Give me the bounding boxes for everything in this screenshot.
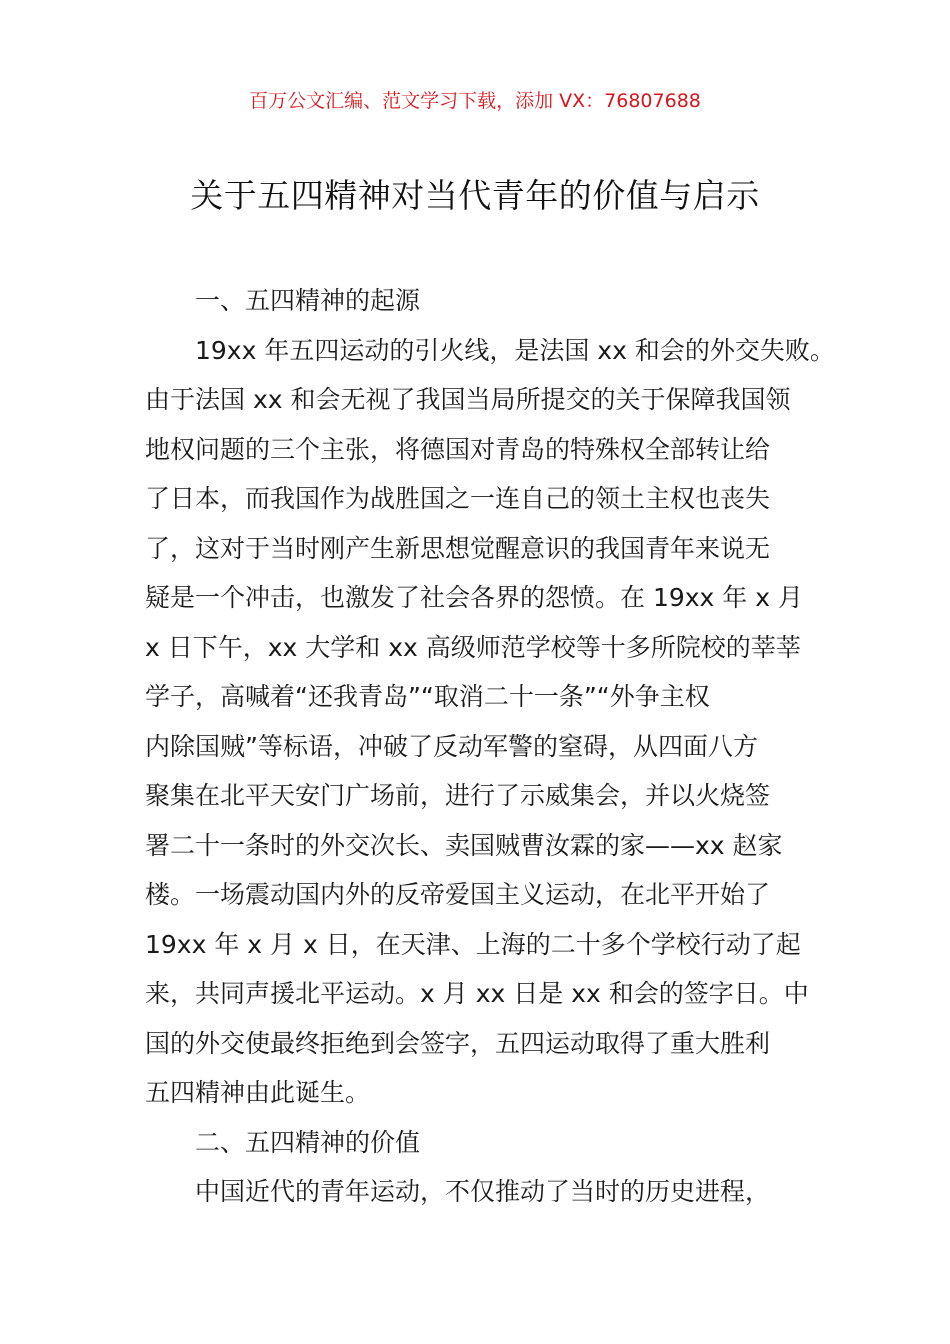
paragraph-line: 聚集在北平天安门广场前，进行了示威集会，并以火烧签 xyxy=(145,781,771,810)
document-body xyxy=(145,276,835,1217)
paragraph-line: 了，这对于当时刚产生新思想觉醒意识的我国青年来说无 xyxy=(145,533,771,563)
document-title: 关于五四精神对当代青年的价值与启示 xyxy=(190,176,760,215)
section-heading-value: 二、五四精神的价值 xyxy=(195,1127,421,1157)
paragraph-line: 疑是一个冲击，也激发了社会各界的怨愤。在 19xx 年 x 月 xyxy=(145,583,803,612)
paragraph-line: 五四精神由此诞生。 xyxy=(145,1078,371,1107)
paragraph-line: 地权问题的三个主张，将德国对青岛的特殊权全部转让给 xyxy=(145,434,771,464)
watermark-header: 百万公文汇编、范文学习下载，添加 VX：76807688 xyxy=(249,90,701,112)
paragraph-line: 中国近代的青年运动，不仅推动了当时的历史进程， xyxy=(195,1177,771,1206)
section-heading-origin: 一、五四精神的起源 xyxy=(195,286,421,315)
paragraph-line: 由于法国 xx 和会无视了我国当局所提交的关于保障我国领 xyxy=(145,385,791,414)
paragraph-line: 19xx 年 x 月 x 日，在天津、上海的二十多个学校行动了起 xyxy=(145,929,801,959)
paragraph-line: 来，共同声援北平运动。x 月 xx 日是 xx 和会的签字日。中 xyxy=(145,979,809,1008)
paragraph-line: 学子，高喊着“还我青岛”“取消二十一条”“外争主权 xyxy=(145,682,710,711)
paragraph-line: x 日下午，xx 大学和 xx 高级师范学校等十多所院校的莘莘 xyxy=(145,632,801,662)
paragraph-line: 了日本，而我国作为战胜国之一连自己的领土主权也丧失 xyxy=(145,484,771,513)
paragraph-line: 楼。一场震动国内外的反帝爱国主义运动，在北平开始了 xyxy=(145,880,771,909)
paragraph-line: 署二十一条时的外交次长、卖国贼曹汝霖的家——xx 赵家 xyxy=(145,830,783,860)
paragraph-line: 内除国贼”等标语，冲破了反动军警的窒碍，从四面八方 xyxy=(145,731,758,761)
paragraph-line: 国的外交使最终拒绝到会签字，五四运动取得了重大胜利 xyxy=(145,1028,771,1058)
paragraph-line: 19xx 年五四运动的引火线，是法国 xx 和会的外交失败。 xyxy=(195,335,835,365)
